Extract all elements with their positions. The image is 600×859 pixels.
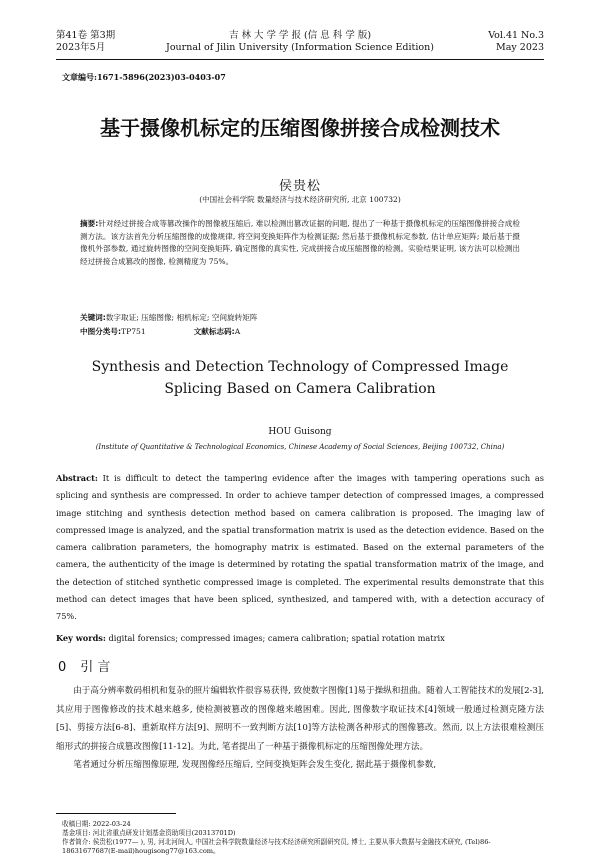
body-text [56,682,544,775]
footnote-rule [56,813,176,814]
title-en [0,356,600,400]
abstract-zh-text: 针对经过拼接合成等篡改操作的图像被压缩后, 难以检测出篡改证据的问题, 提出了一种基于摄像机标定的压缩图像拼接合成检测方法。该方法首先分析压缩图像的成像规律, 将空间变换矩阵作为检测证据; 然后基于摄像机标定参数, 估计单应矩阵; 最后基于摄像机外部参数, 通过旋转图像的空间变换矩阵, 确定图像的真实性, 完成拼接合成压缩图像的检测。实验结果证明, 该方法可以检测出经过拼接合成篡改的图像, 检测精度为 75%。 [80,219,520,266]
title-en-line2: Splicing Based on Camera Calibration [164,381,436,397]
keywords-en-label: Key words: [56,633,106,643]
keywords-en-text: digital forensics; compressed images; camera calibration; spatial rotation matrix [105,633,445,643]
clc-value: TP751 [121,327,146,336]
keywords-zh-label: 关键词: [80,313,106,322]
section-title: 引 言 [80,660,111,675]
author-zh: 侯贵松 [278,179,321,194]
journal-name-zh: 吉 林 大 学 学 报 (信 息 科 学 版) [228,30,372,41]
body-paragraph-1: 由于高分辨率数码相机和复杂的照片编辑软件很容易获得, 致使数字图像[1]易于操纵和扭曲。随着人工智能技术的发展[2-3], 其应用于图像修改的技术越来越多, 使检测被篡改的图像越来越困难。因此, 图像数字取证技术[4]领域一般通过检测克隆方法[5]、剪接方法[6-8]、重新取样方法[9]、照明不一致判断方法[10]等方法检测各种形式的图像篡改。然而, 以上方法很难检测压缩形式的拼接合成篡改图像[11-12]。为此, 笔者提出了一种基于摄像机标定的压缩图像处理方法。 [56,686,544,752]
abstract-en-label: Abstract: [56,473,98,483]
affiliation-en: (Institute of Quantitative & Technological Economics, Chinese Academy of Social Sciences, Beijing 100732, China) [95,443,505,451]
keywords-en [56,633,445,643]
section-heading [58,656,124,675]
footnote-author-bio: 作者简介: 侯贵松(1977— ), 男, 河北河间人, 中国社会科学院数量经济与技术经济研究所副研究员, 博士, 主要从事大数据与金融技术研究, (Tel)86-18631677687(E-mail)hougisong77@163.com。 [62,838,491,855]
volume-issue-zh: 第41卷 第3期 [56,30,116,41]
clc-label: 中图分类号: [80,327,122,336]
footnote-fund: 基金项目: 河北省重点研发计划基金资助项目(20313701D) [62,829,236,837]
header-rule [56,59,544,60]
journal-name-en: Journal of Jilin University (Information Science Edition) [166,42,434,53]
date-en: May 2023 [496,42,544,53]
date-zh: 2023年5月 [56,42,106,53]
author-en: HOU Guisong [268,427,332,437]
abstract-en [56,470,544,626]
title-en-line1: Synthesis and Detection Technology of Compressed Image [91,359,509,375]
body-paragraph-2: 笔者通过分析压缩图像原理, 发现图像经压缩后, 空间变换矩阵会发生变化, 据此基于摄像机参数, [73,760,437,771]
affiliation-zh: (中国社会科学院 数量经济与技术经济研究所, 北京 100732) [199,195,401,204]
title-zh: 基于摄像机标定的压缩图像拼接合成检测技术 [100,116,500,140]
doc-code-label: 文献标志码: [193,327,235,336]
running-header-right [488,30,544,54]
keywords-zh [80,312,257,323]
volume-issue-en: Vol.41 No.3 [488,30,544,41]
abstract-zh-label: 摘要: [80,219,99,228]
article-number: 文章编号:1671-5896(2023)03-0403-07 [62,72,226,82]
classification-line [80,326,240,337]
footnote-received: 收稿日期: 2022-03-24 [62,820,131,828]
doc-code-value: A [234,327,241,336]
keywords-zh-text: 数字取证; 压缩图像; 相机标定; 空间旋转矩阵 [105,313,258,322]
abstract-zh [80,218,520,268]
section-number: 0 [58,660,67,675]
abstract-en-text: It is difficult to detect the tampering evidence after the images with tampering operations such as splicing and synthesis are compressed. In order to achieve tamper detection of compressed images, a compressed image stitching and synthesis detection method based on camera calibration is proposed. The imaging law of compressed image is analyzed, and the spatial transformation matrix is used as the detection evidence. Based on the camera calibration parameters, the homography matrix is estimated. Based on the external parameters of the camera, the authenticity of the image is determined by rotating the spatial transformation matrix of the image, and the detection of stitched synthetic compressed image is completed. The experimental results demonstrate that this method can detect images that have been spliced, synthesized, and tampered with, with a detection accuracy of 75%. [56,473,544,622]
